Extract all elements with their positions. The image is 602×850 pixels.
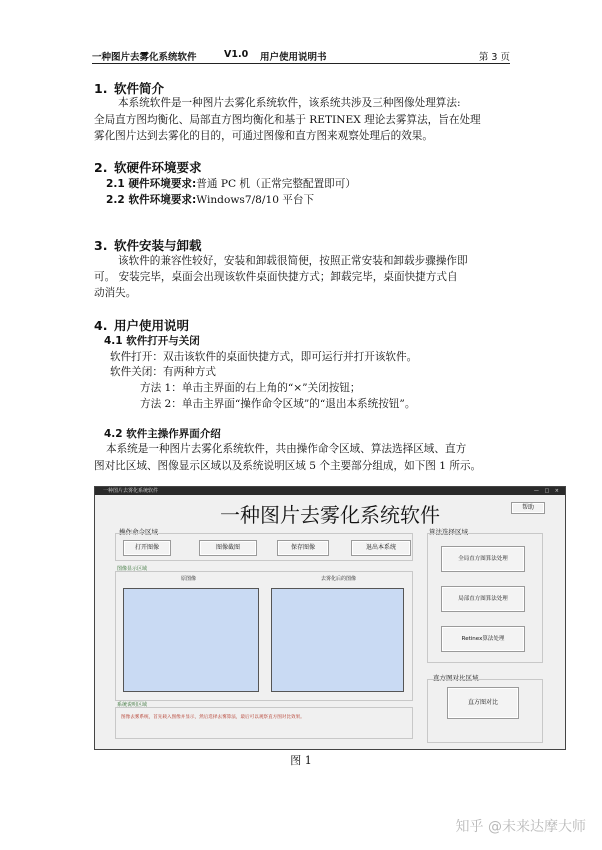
section-3-line-3: 动消失。	[94, 287, 137, 299]
open-image-button: 打开图像	[123, 540, 171, 556]
sysinfo-text: 图像去雾系统，首先载入图像并显示，然后选择去雾算法，最后可以观察直方图对比效果。	[121, 715, 305, 720]
hist-group-label: 直方图对比区域	[433, 674, 479, 682]
original-image-panel	[123, 588, 259, 692]
dehazed-image-label: 去雾化后的图像	[321, 576, 357, 582]
histogram-compare-button: 直方图对比	[447, 687, 519, 719]
sysinfo-group-label: 系统说明区域	[117, 702, 148, 708]
local-histogram-button: 局部直方图算法处理	[441, 586, 525, 612]
section-number: 3.	[94, 238, 108, 253]
section-3-line-1: 该软件的兼容性较好，安装和卸载很简便，按照正常安装和卸载步骤操作即	[118, 255, 468, 267]
algo-group-label: 算法选择区域	[429, 528, 468, 536]
subsection-4-2-heading: 4.2 软件主操作界面介绍	[104, 428, 221, 440]
close-method-2: 方法 2：单击主界面“操作命令区域”的“退出本系统按钮”。	[140, 398, 416, 410]
window-controls: — □ ×	[533, 488, 561, 494]
section-3-line-2: 可。 安装完毕，桌面会出现该软件桌面快捷方式；卸载完毕，桌面快捷方式自	[94, 271, 458, 283]
section-number: 2.	[94, 160, 108, 175]
running-header	[92, 49, 510, 63]
dehazed-image-panel	[271, 588, 404, 692]
global-histogram-button: 全局直方图算法处理	[441, 546, 525, 572]
header-title: 一种图片去雾化系统软件	[92, 52, 197, 63]
section-1-line-2: 全局直方图均衡化、局部直方图均衡化和基于 RETINEX 理论去雾算法，旨在处理	[94, 114, 481, 126]
help-button: 帮助	[511, 502, 545, 514]
close-method-1: 方法 1：单击主界面的右上角的“×”关闭按钮；	[140, 382, 361, 394]
software-value: Windows7/8/10 平台下	[196, 194, 315, 206]
hardware-requirement	[106, 176, 356, 191]
watermark: 知乎 @未来达摩大师	[455, 819, 586, 835]
window-title: 一种图片去雾化系统软件	[103, 488, 159, 494]
app-screenshot-figure	[94, 486, 566, 750]
open-instruction: 软件打开：双击该软件的桌面快捷方式，即可运行并打开该软件。	[110, 351, 418, 363]
save-image-button: 保存图像	[277, 540, 329, 556]
section-2-heading	[94, 158, 202, 176]
hardware-label: 2.1 硬件环境要求:	[106, 178, 197, 190]
retinex-button: Retinex算法处理	[441, 626, 525, 652]
header-rule	[92, 63, 510, 65]
close-instruction: 软件关闭：有两种方式	[110, 366, 216, 378]
exit-system-button: 退出本系统	[351, 540, 411, 556]
section-title: 软硬件环境要求	[114, 160, 202, 175]
section-4-heading	[94, 316, 189, 334]
section-1-line-1: 本系统软件是一种图片去雾化系统软件，该系统共涉及三种图像处理算法:	[118, 97, 461, 109]
header-version: V1.0	[224, 49, 249, 60]
subsection-4-1-heading: 4.1 软件打开与关闭	[104, 335, 200, 347]
original-image-label: 原图像	[181, 576, 197, 582]
window-titlebar	[95, 487, 565, 495]
sysinfo-group	[115, 707, 413, 739]
header-page-number: 第 3 页	[478, 52, 510, 63]
software-label: 2.2 软件环境要求:	[106, 194, 197, 206]
section-title: 软件安装与卸载	[114, 238, 202, 253]
software-requirement	[106, 192, 314, 207]
header-manual: 用户使用说明书	[260, 52, 327, 63]
interface-intro-line-1: 本系统是一种图片去雾化系统软件，共由操作命令区域、算法选择区域、直方	[106, 443, 467, 455]
section-title: 用户使用说明	[114, 318, 190, 333]
section-3-heading	[94, 236, 202, 254]
ops-group-label: 操作命令区域	[119, 528, 158, 536]
app-title: 一种图片去雾化系统软件	[220, 503, 440, 527]
section-1-line-3: 雾化图片达到去雾化的目的，可通过图像和直方图来观察处理后的效果。	[94, 130, 433, 142]
interface-intro-line-2: 图对比区域、图像显示区域以及系统说明区域 5 个主要部分组成，如下图 1 所示。	[94, 460, 482, 472]
section-title: 软件简介	[114, 81, 165, 96]
hardware-value: 普通 PC 机（正常完整配置即可）	[196, 178, 356, 190]
display-group-label: 图像显示区域	[117, 566, 148, 572]
capture-image-button: 图像截图	[199, 540, 257, 556]
section-number: 1.	[94, 81, 108, 96]
figure-caption: 图 1	[290, 754, 312, 767]
section-number: 4.	[94, 318, 108, 333]
